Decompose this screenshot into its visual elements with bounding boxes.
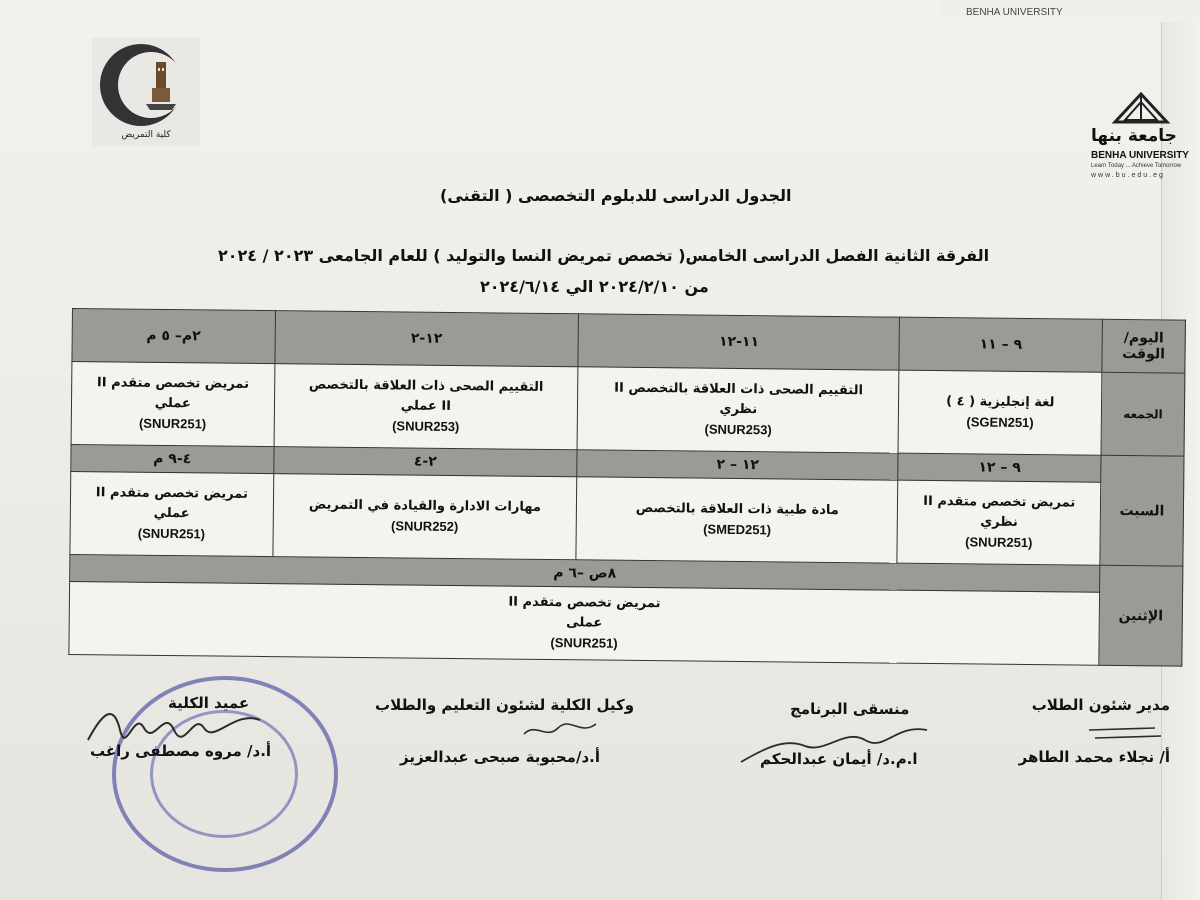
course-line: تمريض تخصص متقدم II	[96, 375, 250, 392]
course-code: (SGEN251)	[966, 414, 1034, 431]
university-name-ar: جامعة بنها	[1091, 126, 1177, 146]
course-line: عملي	[154, 395, 191, 412]
time-slot: ٩ – ١٢	[898, 453, 1101, 482]
university-tagline: Learn Today ... Achieve Tomorrow	[1091, 163, 1182, 169]
course-cell	[274, 364, 579, 450]
top-strip	[940, 0, 1200, 22]
course-line: نظري	[719, 401, 758, 418]
course-line: II عملي	[400, 398, 452, 414]
course-line: نظري	[980, 514, 1018, 530]
signature-name: ا.م.د/ أيمان عبدالحكم	[760, 750, 918, 768]
course-cell	[69, 581, 1100, 665]
handwritten-signature	[84, 700, 264, 750]
course-code: (SNUR251)	[550, 635, 618, 651]
course-code: (SNUR253)	[704, 421, 772, 438]
handwritten-signature	[1085, 716, 1165, 746]
page-subtitle: الفرقة الثانية الفصل الدراسى الخامس( تخصص تمريض النسا والتوليد ) للعام الجامعى ٢٠٢٣ / ٢٠٢٤	[218, 246, 990, 265]
course-line: تمريض تخصص متقدم II	[508, 594, 661, 612]
time-slot: ٩ – ١١	[899, 317, 1102, 372]
signature-name: أ.د/محبوبة صبحى عبدالعزيز	[400, 748, 600, 766]
signature-name: أ/ نجلاء محمد الطاهر	[1018, 748, 1170, 766]
table-row	[71, 362, 1185, 457]
course-cell	[273, 474, 578, 560]
course-code: (SNUR253)	[392, 418, 460, 435]
university-website: www.bu.edu.eg	[1091, 172, 1165, 179]
course-code: (SNUR251)	[137, 525, 206, 542]
course-cell	[71, 362, 274, 447]
course-code: (SNUR252)	[390, 518, 459, 535]
course-line: تمريض تخصص متقدم II	[923, 493, 1076, 511]
faculty-logo	[92, 38, 200, 146]
handwritten-signature	[520, 716, 600, 744]
time-slot: ١٢-٢	[275, 311, 579, 367]
course-line: التقييم الصحى ذات العلاقة بالتخصص	[308, 377, 544, 395]
time-slot: ٨ص –٦ م	[70, 554, 1100, 592]
top-strip-text: BENHA UNIVERSITY	[966, 7, 1063, 18]
course-line: مادة طبية ذات العلاقة بالتخصص	[635, 500, 839, 519]
handwritten-signature	[735, 718, 935, 768]
course-line: تمريض تخصص متقدم II	[95, 485, 248, 502]
table-row	[70, 471, 1184, 566]
time-slot: ١١-١٢	[578, 314, 900, 370]
course-code: (SNUR251)	[138, 415, 207, 432]
course-cell	[897, 480, 1100, 565]
signature-role: عميد الكلية	[168, 694, 250, 712]
course-code: (SMED251)	[703, 521, 772, 538]
time-slot: ٤-٩ م	[71, 444, 274, 473]
day-label: السبت	[1100, 455, 1184, 566]
course-line: مهارات الادارة والقيادة في التمريض	[308, 497, 542, 515]
course-cell	[898, 370, 1101, 455]
course-line: عملي	[153, 505, 190, 522]
table-row	[69, 581, 1183, 666]
course-line: التقييم الصحى ذات العلاقة بالتخصص II	[614, 380, 864, 399]
day-label: الجمعه	[1101, 372, 1185, 456]
signature-role: وكيل الكلية لشئون التعليم والطلاب	[375, 696, 635, 714]
university-logo	[1085, 92, 1200, 184]
date-range: من ٢٠٢٤/٢/١٠ الي ٢٠٢٤/٦/١٤	[480, 277, 709, 296]
tower-icon	[144, 58, 178, 112]
page-title: الجدول الدراسى للدبلوم التخصصى ( التقنى)	[440, 186, 792, 205]
course-cell	[70, 471, 273, 556]
signature-role: منسقى البرنامج	[790, 700, 910, 718]
faculty-logo-label: كلية التمريض	[121, 130, 171, 140]
university-emblem-icon	[1111, 92, 1171, 126]
course-line: لغة إنجليزية ( ٤ )	[946, 394, 1055, 411]
time-slot: ٢م– ٥ م	[72, 309, 275, 364]
time-slot: ١٢ – ٢	[577, 450, 898, 480]
signature-role: مدير شئون الطلاب	[1031, 696, 1170, 714]
course-line: عملى	[566, 615, 603, 631]
signature-name: أ.د/ مروه مصطفى راغب	[90, 742, 272, 760]
course-code: (SNUR251)	[965, 534, 1033, 551]
day-label: الإثنين	[1099, 565, 1183, 666]
time-slot: ٢-٤	[273, 447, 577, 477]
course-cell	[576, 477, 898, 563]
schedule-table	[68, 308, 1186, 667]
course-cell	[577, 367, 899, 453]
university-name-en: BENHA UNIVERSITY	[1091, 150, 1189, 161]
corner-header: اليوم/الوقت	[1102, 319, 1186, 373]
